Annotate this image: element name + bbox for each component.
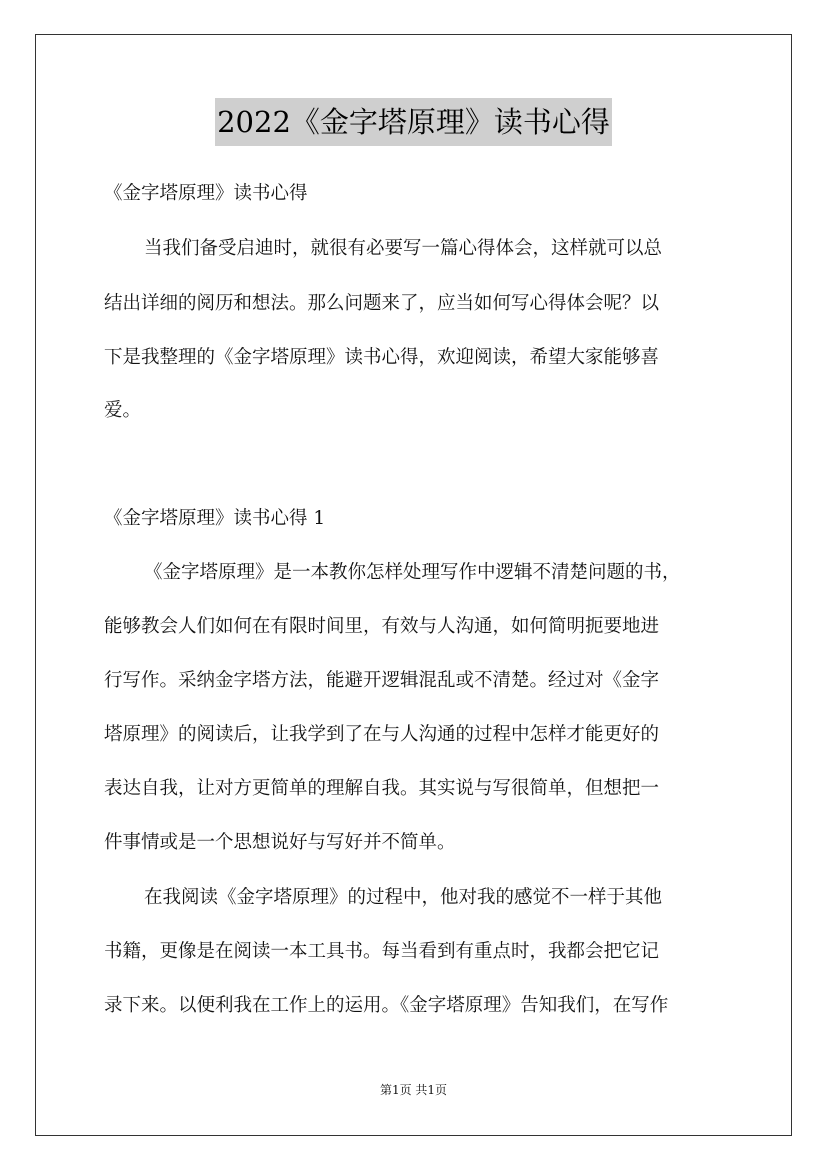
intro-line: 当我们备受启迪时，就很有必要写一篇心得体会，这样就可以总	[144, 238, 663, 259]
paragraph-line: 表达自我，让对方更简单的理解自我。其实说与写很简单，但想把一	[104, 778, 660, 799]
paragraph-line: 塔原理》的阅读后，让我学到了在与人沟通的过程中怎样才能更好的	[104, 724, 660, 745]
paragraph-line: 能够教会人们如何在有限时间里，有效与人沟通，如何简明扼要地进	[104, 616, 660, 637]
paragraph-line: 《金字塔原理》是一本教你怎样处理写作中逻辑不清楚问题的书，	[144, 562, 681, 583]
document-title: 2022《金字塔原理》读书心得	[215, 98, 612, 146]
paragraph-line: 录下来。以便利我在工作上的运用。《金字塔原理》告知我们，在写作	[104, 995, 669, 1016]
paragraph-line: 件事情或是一个思想说好与写好并不简单。	[104, 832, 456, 853]
intro-line: 下是我整理的《金字塔原理》读书心得，欢迎阅读，希望大家能够喜	[104, 347, 660, 368]
intro-heading: 《金字塔原理》读书心得	[104, 183, 308, 204]
paragraph-line: 行写作。采纳金字塔方法，能避开逻辑混乱或不清楚。经过对《金字	[104, 670, 660, 691]
paragraph-line: 在我阅读《金字塔原理》的过程中，他对我的感觉不一样于其他	[144, 887, 663, 908]
intro-line: 结出详细的阅历和想法。那么问题来了，应当如何写心得体会呢？以	[104, 293, 660, 314]
section-heading: 《金字塔原理》读书心得 1	[104, 508, 326, 529]
page-footer: 第1页 共1页	[379, 1083, 448, 1097]
intro-line: 爱。	[104, 400, 142, 421]
paragraph-line: 书籍，更像是在阅读一本工具书。每当看到有重点时，我都会把它记	[104, 941, 660, 962]
